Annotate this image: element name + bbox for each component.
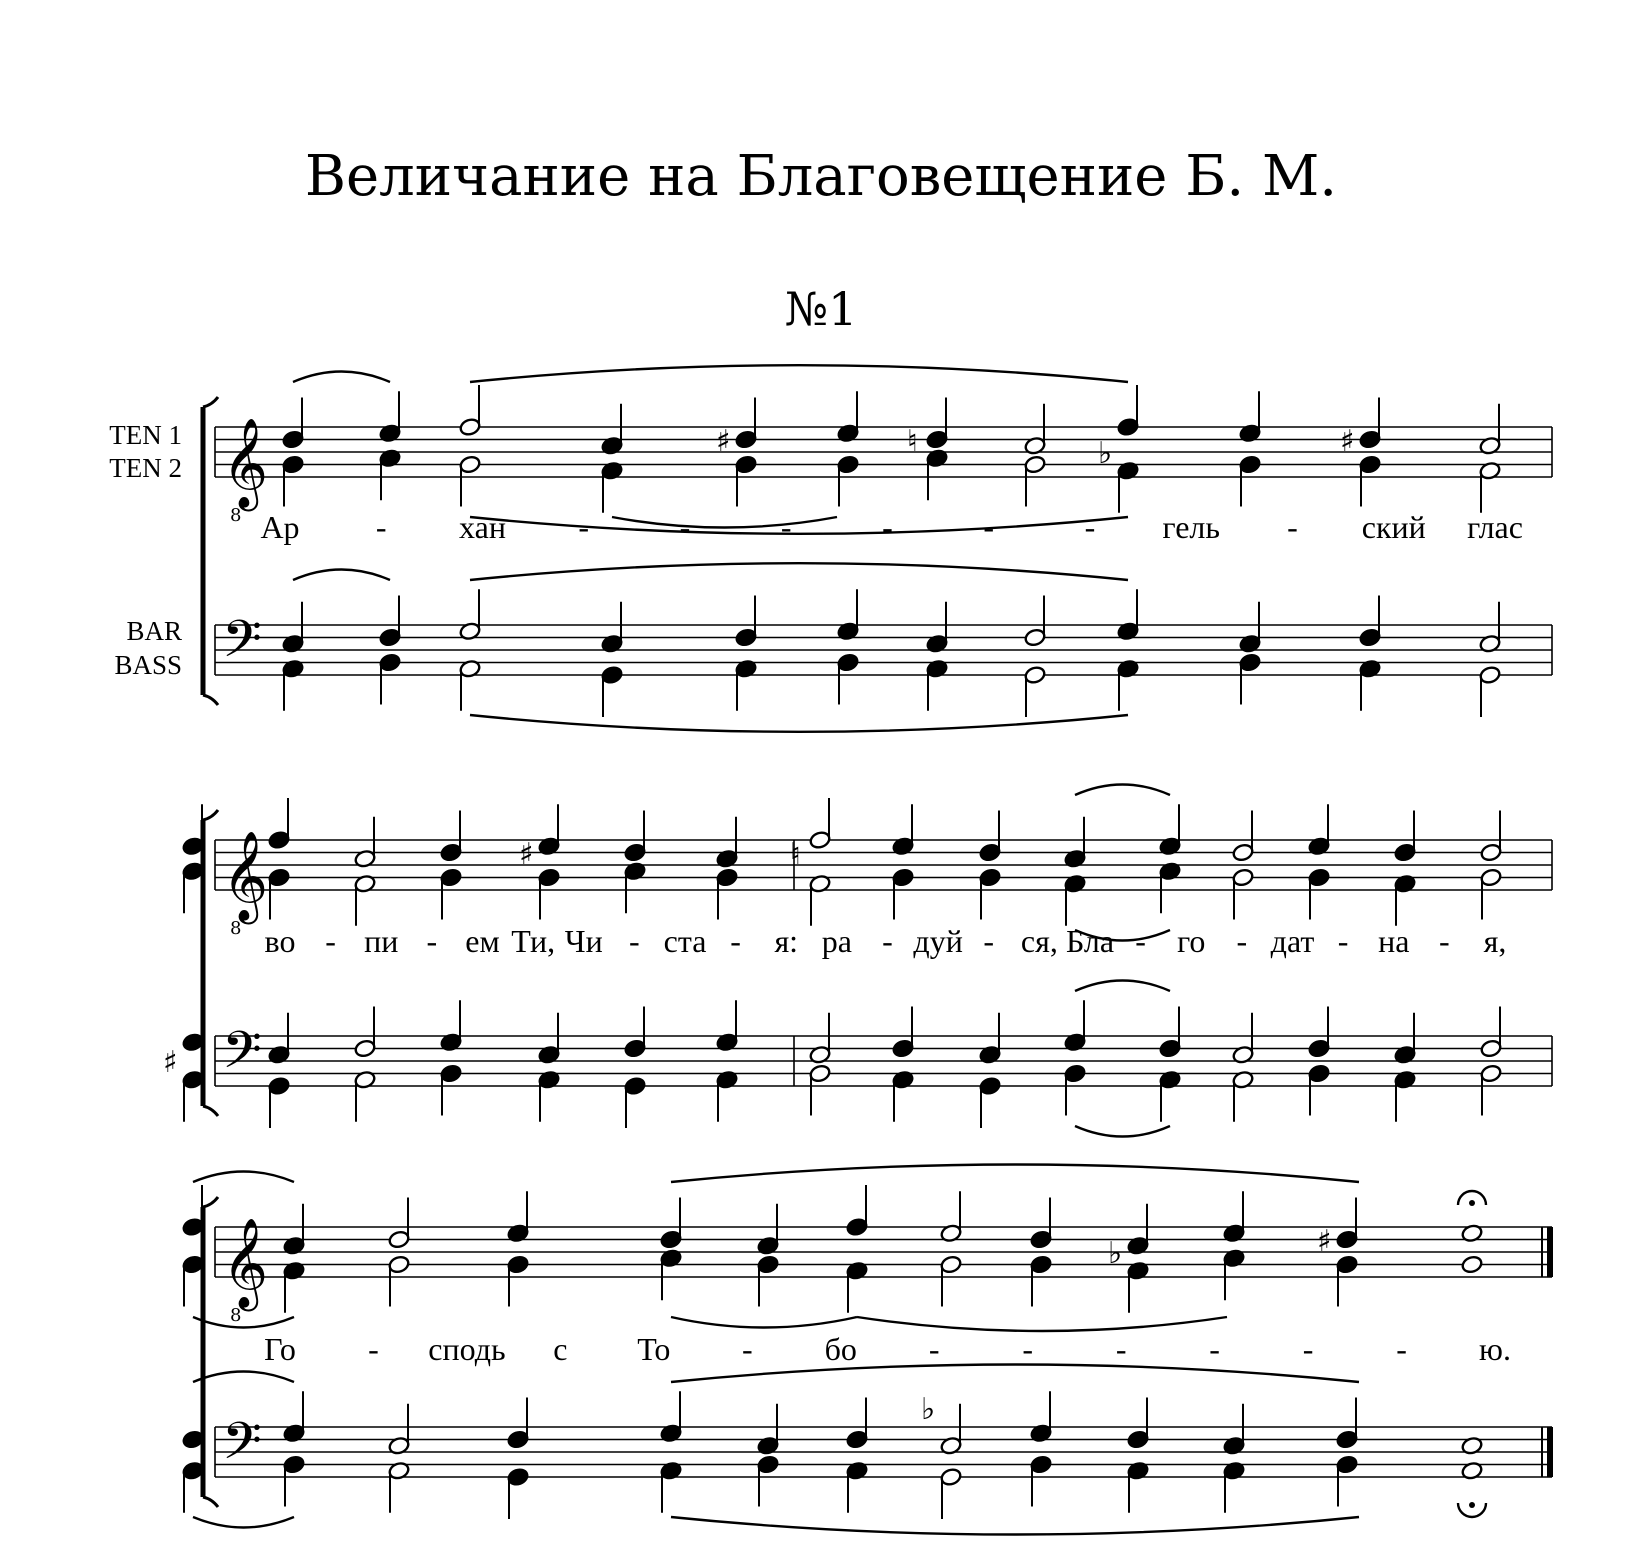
system-1-bracket-bottom [203, 695, 218, 705]
lyric-hyphen: - [1236, 923, 1248, 959]
system-1-lower-note [1479, 665, 1502, 685]
system-2-upper-note [440, 868, 463, 888]
system-1-lower-note [1359, 628, 1382, 648]
system-2-upper-note [538, 868, 561, 888]
lyric-hyphen: - [375, 509, 387, 545]
system-1-lower-note [1024, 628, 1047, 648]
system-2-upper-note [1232, 843, 1255, 863]
system-2-accidental-icon: ♮ [790, 837, 801, 872]
system-2-bracket-top [203, 810, 218, 820]
system-3-upper-slur [193, 1172, 294, 1183]
fermata-upper-dot [1469, 1200, 1475, 1206]
lyric-syllable: го [1177, 923, 1206, 959]
system-3-lower-note [757, 1455, 780, 1475]
system-1-upper-slur [293, 372, 390, 383]
lyric-syllable: на [1378, 923, 1410, 959]
system-2-lower-note [1480, 1039, 1503, 1059]
system-3-lower-note [507, 1430, 530, 1450]
system-1-lower-slur [470, 563, 1128, 580]
lyric-hyphen: - [1396, 1331, 1407, 1367]
system-3-lower-slur [193, 1517, 294, 1528]
system-2-octave-mark: 8 [230, 918, 242, 939]
system-3-accidental-icon: ♯ [1317, 1224, 1332, 1259]
system-1-lower-slur [293, 570, 390, 581]
system-1-upper-note [1359, 455, 1382, 475]
system-1-upper-note [1117, 417, 1140, 437]
lyric-hyphen: - [368, 1331, 379, 1367]
system-2-lower-note [979, 1076, 1002, 1096]
system-1-bracket-top [203, 397, 218, 407]
system-3-lower-note [507, 1467, 530, 1487]
system-3-lower-note [1030, 1455, 1053, 1475]
lyric-hyphen: - [1209, 1331, 1220, 1367]
system-2-upper-note [1480, 843, 1503, 863]
system-2-lower-note [1308, 1064, 1331, 1084]
part-name-ten1: TEN 1 [109, 420, 182, 450]
lyric-syllable: сподь [428, 1331, 506, 1367]
system-3-lower-slur [671, 1365, 1359, 1383]
system-1-octave-mark: 8 [230, 505, 242, 526]
system-2-upper-note [268, 868, 291, 888]
lyric-hyphen: - [1084, 509, 1096, 545]
system-1-lower-note [379, 653, 402, 673]
system-3-upper-slur [671, 1317, 857, 1328]
lyric-syllable: Чи [564, 923, 603, 959]
lyric-hyphen: - [983, 509, 995, 545]
lyric-syllable: То [637, 1331, 671, 1367]
lyric-syllable: ста [663, 923, 707, 959]
system-3-upper-note [388, 1255, 411, 1275]
system-3-lower-slur [193, 1372, 294, 1383]
system-3-upper-note [940, 1255, 963, 1275]
system-2-upper-slur [1075, 785, 1170, 796]
system-3-lower-note [1336, 1455, 1359, 1475]
system-3-upper-note [507, 1255, 530, 1275]
lyric-hyphen: - [882, 923, 893, 959]
system-1-lower-note [379, 628, 402, 648]
system-1-upper-slur [470, 517, 1128, 534]
system-3-upper-slur [857, 1317, 1227, 1331]
system-1-accidental-icon: ♯ [1340, 424, 1355, 459]
lyric-hyphen: - [1302, 1331, 1314, 1367]
lyric-syllable: Ти, [511, 923, 556, 959]
lyric-hyphen: - [1022, 1331, 1034, 1367]
lyric-hyphen: - [741, 1331, 753, 1367]
lyric-syllable: я, [1483, 923, 1507, 959]
system-1-lower-note [601, 665, 624, 685]
lyric-syllable: ский [1361, 509, 1426, 545]
system-3-upper-note [1030, 1255, 1053, 1275]
part-name-ten2: TEN 2 [109, 453, 182, 483]
system-1-upper-note [282, 455, 305, 475]
system-3-upper-note [1030, 1230, 1053, 1250]
lyric-syllable: с [553, 1331, 568, 1367]
lyric-hyphen: - [882, 509, 893, 545]
system-2-lower-note [440, 1064, 463, 1084]
system-1-accidental-icon: ♮ [907, 424, 918, 459]
system-1-treble-clef-icon: 𝄞 [222, 418, 269, 508]
system-3-upper-slur [671, 1165, 1359, 1183]
lyric-hyphen: - [1439, 923, 1450, 959]
part-name-bass: BASS [114, 650, 182, 680]
system-3-upper-note [846, 1217, 869, 1237]
lyric-hyphen: - [629, 923, 640, 959]
system-3-upper-note [1336, 1230, 1359, 1250]
system-1-upper-note [282, 430, 305, 450]
system-1-upper-note [1024, 455, 1047, 475]
system-2-upper-note [1480, 868, 1503, 888]
system-2-lower-note [624, 1076, 647, 1096]
lyric-syllable: я: [774, 923, 799, 959]
system-2-upper-note [1394, 843, 1417, 863]
system-2-lower-note [268, 1076, 291, 1096]
system-3-lower-note [940, 1467, 963, 1487]
system-3-bracket-top [203, 1197, 218, 1207]
part-name-bar: BAR [126, 616, 182, 646]
system-3-accidental-icon: ♭ [921, 1392, 936, 1427]
system-2-lower-note [354, 1039, 377, 1059]
system-1-upper-note [735, 455, 758, 475]
system-2-lower-note [624, 1039, 647, 1059]
system-2-bass-clef-icon: 𝄢 [222, 1019, 262, 1093]
system-1-lower-slur [470, 715, 1128, 732]
system-1-accidental-icon: ♭ [1098, 436, 1113, 471]
system-2-lower-note [892, 1039, 915, 1059]
system-1-upper-slur [470, 365, 1128, 382]
lyric-syllable: Бла [1065, 923, 1115, 959]
system-2-upper-note [979, 843, 1002, 863]
system-1-lower-note [837, 653, 860, 673]
lyric-syllable: Го [264, 1331, 296, 1367]
system-3-upper-note [660, 1230, 683, 1250]
lyric-hyphen: - [1135, 923, 1146, 959]
lyric-syllable: дуй [913, 923, 963, 959]
lyric-syllable: пи [364, 923, 399, 959]
system-3-upper-slur [193, 1317, 294, 1328]
system-3-accidental-icon: ♭ [1108, 1236, 1123, 1271]
lyric-syllable: глас [1467, 509, 1523, 545]
page-title: Величание на Благовещение Б. М. [304, 144, 1338, 209]
lyric-hyphen: - [578, 509, 590, 545]
system-2-accidental-icon: ♯ [163, 1045, 178, 1080]
system-2-upper-note [979, 868, 1002, 888]
lyric-syllable: гель [1162, 509, 1220, 545]
lyric-hyphen: - [426, 923, 438, 959]
lyric-hyphen: - [928, 1331, 940, 1367]
system-2-lower-slur [1075, 981, 1170, 992]
lyric-syllable: ю. [1479, 1331, 1511, 1367]
lyric-syllable: ся, [1020, 923, 1058, 959]
system-2-lower-note [1308, 1039, 1331, 1059]
system-2-treble-clef-icon: 𝄞 [222, 831, 269, 921]
system-2-upper-note [624, 843, 647, 863]
system-2-upper-note [892, 868, 915, 888]
system-2-accidental-icon: ♯ [519, 837, 534, 872]
system-3-upper-note [1336, 1255, 1359, 1275]
system-1-accidental-icon: ♯ [716, 424, 731, 459]
lyric-syllable: ра [821, 923, 852, 959]
lyric-hyphen: - [1115, 1331, 1127, 1367]
system-3-lower-note [846, 1430, 869, 1450]
system-1-lower-note [1239, 653, 1262, 673]
system-1-upper-note [926, 430, 949, 450]
fermata-lower-dot [1469, 1502, 1475, 1508]
system-1-bass-clef-icon: 𝄢 [222, 608, 262, 682]
system-3-upper-note [1461, 1255, 1484, 1275]
system-1-upper-slur [612, 517, 837, 528]
system-1-upper-note [1239, 455, 1262, 475]
lyric-hyphen: - [325, 923, 336, 959]
lyric-syllable: хан [459, 509, 506, 545]
system-2-lower-note [1064, 1064, 1087, 1084]
lyric-syllable: Ар [260, 509, 300, 545]
system-2-lower-note [809, 1064, 832, 1084]
lyric-syllable: ем [465, 923, 500, 959]
system-2-lower-note [1159, 1039, 1182, 1059]
lyric-hyphen: - [1287, 509, 1298, 545]
system-1-lower-note [1024, 665, 1047, 685]
system-1-upper-note [459, 417, 482, 437]
system-2-upper-note [809, 830, 832, 850]
system-2-upper-note [716, 868, 739, 888]
system-2-upper-note [440, 843, 463, 863]
lyric-hyphen: - [1337, 923, 1349, 959]
system-2-upper-note [268, 830, 291, 850]
system-3-treble-clef-icon: 𝄞 [222, 1218, 269, 1308]
system-3-bass-clef-icon: 𝄢 [222, 1410, 262, 1484]
system-3-upper-note [757, 1255, 780, 1275]
system-3-lower-note [283, 1455, 306, 1475]
system-2-lower-note [1480, 1064, 1503, 1084]
system-2-upper-note [1308, 868, 1331, 888]
lyric-hyphen: - [780, 509, 792, 545]
system-3-bracket-bottom [203, 1497, 218, 1507]
system-2-bracket-bottom [203, 1106, 218, 1116]
lyric-hyphen: - [983, 923, 995, 959]
system-3-lower-note [1127, 1430, 1150, 1450]
lyric-syllable: дат [1270, 923, 1315, 959]
system-3-lower-note [1336, 1430, 1359, 1450]
lyric-syllable: бо [824, 1331, 857, 1367]
lyric-syllable: во [264, 923, 296, 959]
system-1-upper-note [1359, 430, 1382, 450]
system-1-upper-note [837, 455, 860, 475]
system-2-upper-note [1232, 868, 1255, 888]
piece-number: №1 [784, 282, 858, 336]
system-2-lower-slur [1075, 1126, 1170, 1137]
lyric-hyphen: - [730, 923, 741, 959]
lyric-hyphen: - [679, 509, 691, 545]
system-1-upper-note [735, 430, 758, 450]
system-3-octave-mark: 8 [230, 1305, 242, 1326]
system-1-lower-note [735, 628, 758, 648]
system-3-lower-slur [671, 1517, 1359, 1535]
system-1-upper-note [459, 455, 482, 475]
system-3-upper-note [388, 1230, 411, 1250]
